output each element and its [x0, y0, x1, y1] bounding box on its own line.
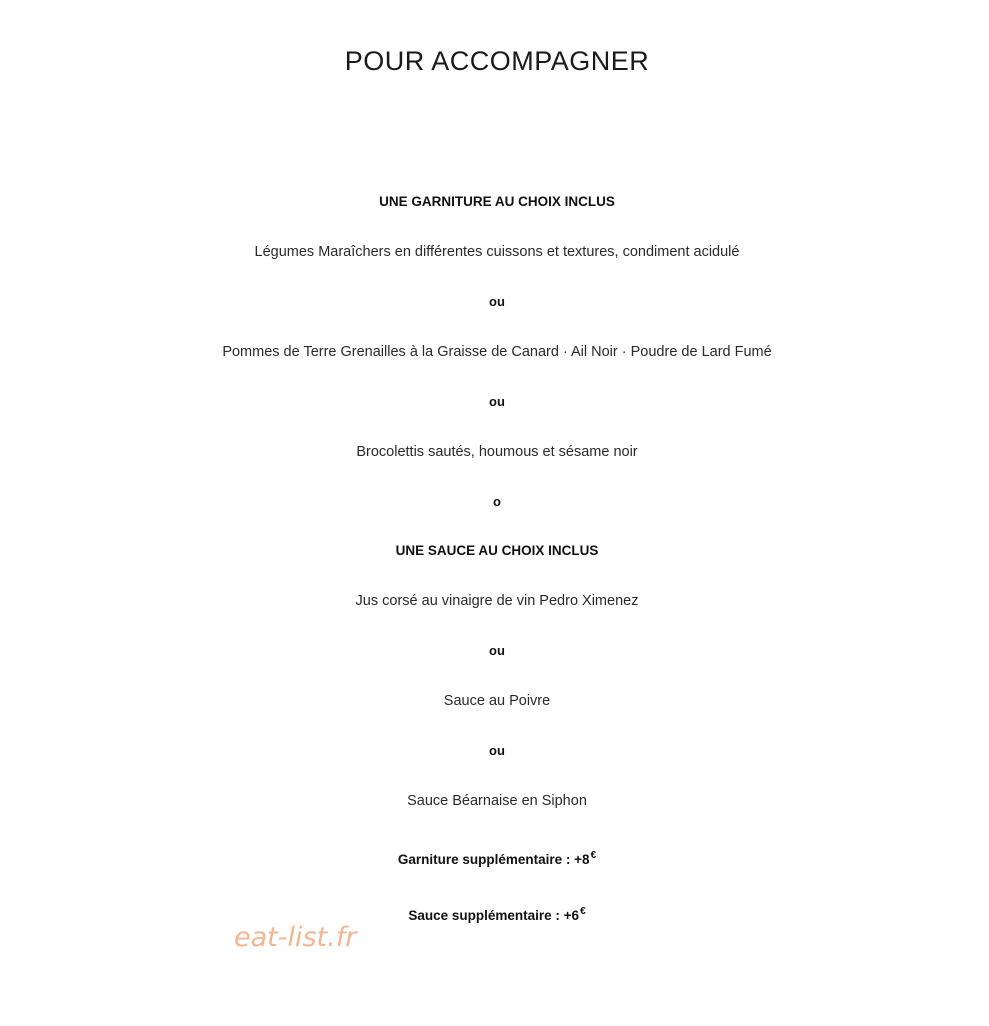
sauce-option-2: Sauce au Poivre — [443, 693, 551, 709]
sauce-option-3: Sauce Béarnaise en Siphon — [407, 793, 587, 809]
extra-sauce-price — [0, 903, 989, 925]
sauce-separator-1: ou — [489, 643, 505, 658]
section-separator: o — [493, 494, 501, 509]
garniture-heading: UNE GARNITURE AU CHOIX INCLUS — [379, 194, 615, 209]
extra-garniture-price — [0, 847, 989, 869]
page-title: POUR ACCOMPAGNER — [344, 46, 650, 76]
sauce-option-1: Jus corsé au vinaigre de vin Pedro Ximenez — [355, 593, 639, 609]
garniture-option-2: Pommes de Terre Grenailles à la Graisse de Canard · Ail Noir · Poudre de Lard Fumé — [222, 344, 772, 360]
garniture-separator-1: ou — [489, 294, 505, 309]
extra-sauce-currency: € — [580, 906, 586, 917]
watermark: eat-list.fr — [234, 922, 357, 953]
extra-garniture-currency: € — [590, 850, 597, 861]
extra-garniture-label: Garniture supplémentaire : +8 — [397, 852, 590, 867]
sauce-heading: UNE SAUCE AU CHOIX INCLUS — [395, 543, 599, 558]
garniture-option-1: Légumes Maraîchers en différentes cuissons et textures, condiment acidulé — [254, 244, 740, 260]
sauce-separator-2: ou — [489, 743, 505, 758]
extra-sauce-label: Sauce supplémentaire : +6 — [408, 908, 580, 923]
garniture-separator-2: ou — [489, 394, 505, 409]
garniture-option-3: Brocolettis sautés, houmous et sésame noir — [356, 444, 638, 460]
